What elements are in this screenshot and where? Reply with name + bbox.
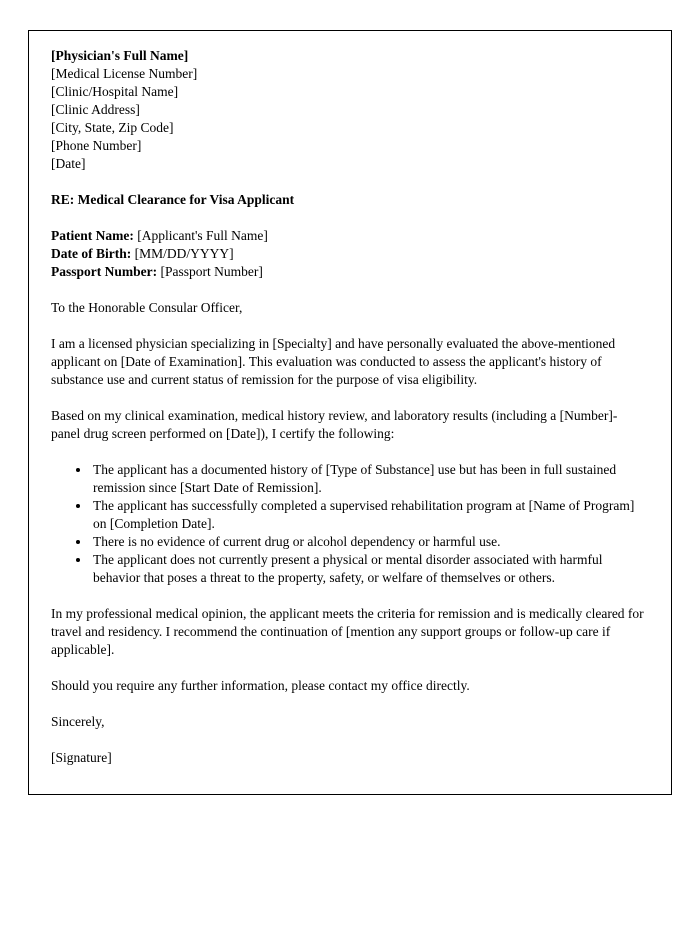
bullet-no-disorder: • The applicant does not currently present a physical or mental disorder associated with harmful behavior that poses a threat to the property, safety, or welfare of themselves or others.: [91, 551, 645, 587]
patient-info-block: [51, 227, 645, 281]
passport-number-value: [Passport Number]: [157, 264, 263, 279]
date-of-birth-field: [51, 245, 645, 263]
date-line: [Date]: [51, 156, 86, 171]
patient-name-label: Patient Name:: [51, 228, 134, 243]
salutation-line: To the Honorable Consular Officer,: [51, 300, 243, 315]
medical-license-line: [Medical License Number]: [51, 66, 198, 81]
bullet-no-dependency: • There is no evidence of current drug or alcohol dependency or harmful use.: [91, 533, 645, 551]
passport-number-label: Passport Number:: [51, 264, 158, 279]
paragraph-examination: Based on my clinical examination, medical history review, and laboratory results (including a [Number]-panel drug screen performed on [Date]), I certify the following:: [51, 408, 618, 441]
subject-line: RE: Medical Clearance for Visa Applicant: [51, 192, 295, 207]
city-state-zip-line: [City, State, Zip Code]: [51, 120, 174, 135]
bullet-rehabilitation-program: • The applicant has successfully completed a supervised rehabilitation program at [Name of Program] on [Completion Date].: [91, 497, 645, 533]
closing-line: Sincerely,: [51, 714, 105, 729]
date-of-birth-value: [MM/DD/YYYY]: [131, 246, 234, 261]
paragraph-introduction: I am a licensed physician specializing in [Specialty] and have personally evaluated the above-mentioned applicant on [Date of Examination]. This evaluation was conducted to assess the applicant's history of substance use and current status of remission for the purpose of visa eligibility.: [51, 336, 616, 387]
passport-number-field: [51, 263, 645, 281]
letter-document: [28, 30, 672, 795]
paragraph-contact: Should you require any further information, please contact my office directly.: [51, 678, 470, 693]
date-of-birth-label: Date of Birth:: [51, 246, 132, 261]
paragraph-medical-opinion: In my professional medical opinion, the applicant meets the criteria for remission and is medically cleared for travel and residency. I recommend the continuation of [mention any support groups or follow-up care if applicable].: [51, 606, 644, 657]
phone-number-line: [Phone Number]: [51, 138, 142, 153]
patient-name-value: [Applicant's Full Name]: [133, 228, 268, 243]
patient-name-field: [51, 227, 645, 245]
clinic-name-line: [Clinic/Hospital Name]: [51, 84, 179, 99]
signature-line: [Signature]: [51, 750, 112, 765]
bullet-substance-history: • The applicant has a documented history of [Type of Substance] use but has been in full sustained remission since [Start Date of Remission].: [91, 461, 645, 497]
clinic-address-line: [Clinic Address]: [51, 102, 140, 117]
certification-bullet-list: [51, 461, 645, 587]
physician-header-block: [51, 47, 645, 173]
physician-name-line: [Physician's Full Name]: [51, 48, 189, 63]
